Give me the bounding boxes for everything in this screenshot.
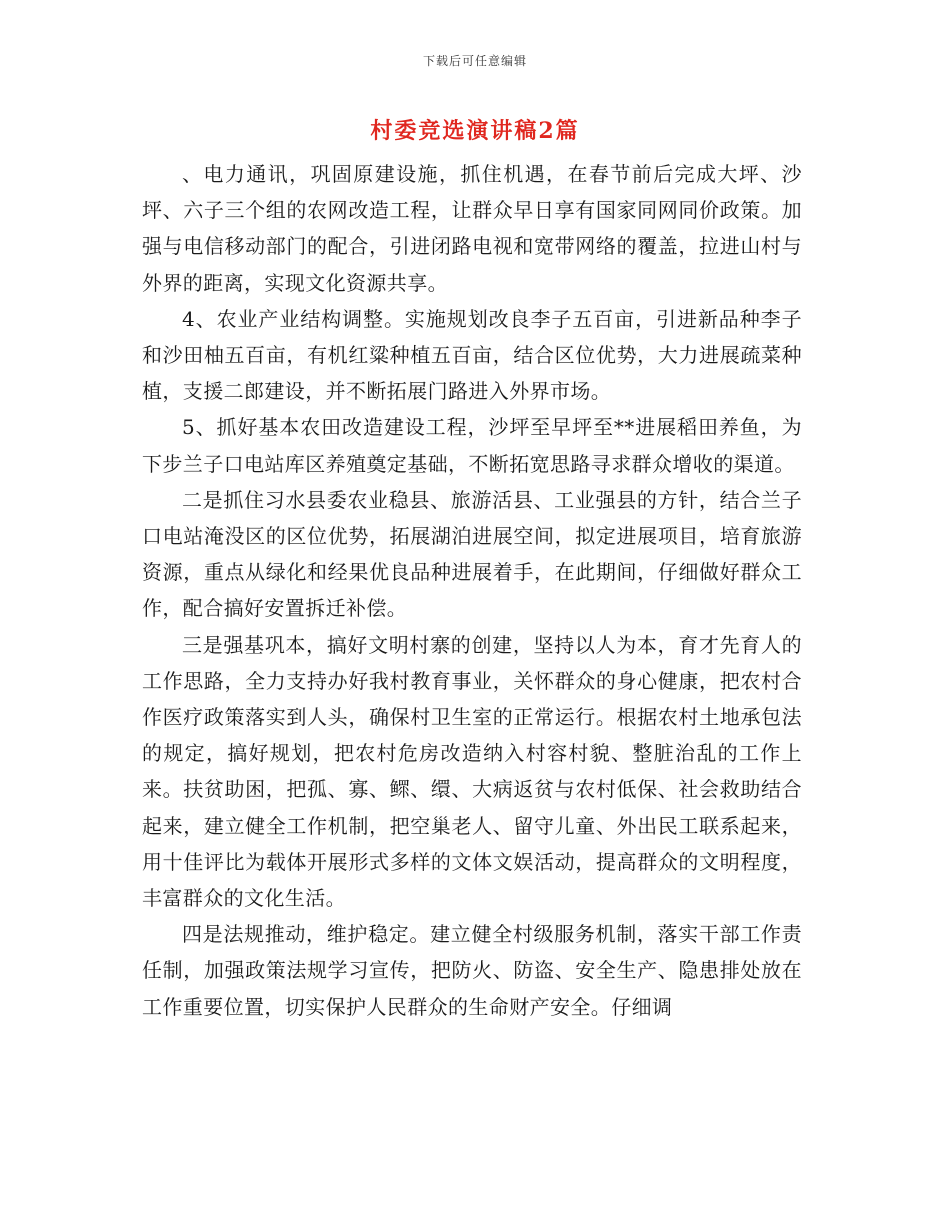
page-header: 下载后可任意编辑 (422, 54, 527, 68)
paragraph: 、电力通讯，巩固原建设施，抓住机遇，在春节前后完成大坪、沙坪、六子三个组的农网改造工程，让群众早日享有国家同网同价政策。加强与电信移动部门的配合，引进闭路电视和宽带网络的覆盖，拉进山村与外界的距离，实现文化资源共享。 (142, 162, 802, 295)
document-title: 村委竞选演讲稿2篇 (370, 118, 580, 144)
paragraph: 5、抓好基本农田改造建设工程，沙坪至早坪至**进展稻田养鱼，为下步兰子口电站库区养殖奠定基础，不断拓宽思路寻求群众增收的渠道。 (142, 415, 802, 476)
paragraph: 三是强基巩本，搞好文明村寨的创建，坚持以人为本，育才先育人的工作思路，全力支持办好我村教育事业，关怀群众的身心健康，把农村合作医疗政策落实到人头，确保村卫生室的正常运行。根据农村土地承包法的规定，搞好规划，把农村危房改造纳入村容村貌、整脏治乱的工作上来。扶贫助困，把孤、寡、鳏、缳、大病返贫与农村低保、社会救助结合起来，建立健全工作机制，把空巢老人、留守儿童、外出民工联系起来，用十佳评比为载体开展形式多样的文体文娱活动，提高群众的文明程度，丰富群众的文化生活。 (142, 632, 802, 911)
paragraph: 4、农业产业结构调整。实施规划改良李子五百亩，引进新品种李子和沙田柚五百亩，有机红粱种植五百亩，结合区位优势，大力进展疏菜种植，支援二郎建设，并不断拓展门路进入外界市场。 (142, 306, 802, 404)
paragraph: 二是抓住习水县委农业稳县、旅游活县、工业强县的方针，结合兰子口电站淹没区的区位优势，拓展湖泊进展空间，拟定进展项目，培育旅游资源，重点从绿化和经果优良品种进展着手，在此期间，仔细做好群众工作，配合搞好安置拆迁补偿。 (142, 487, 802, 621)
document-body (142, 156, 802, 1025)
paragraph: 四是法规推动，维护稳定。建立健全村级服务机制，落实干部工作责任制，加强政策法规学习宣传，把防火、防盗、安全生产、隐患排处放在工作重要位置，切实保护人民群众的生命财产安全。仔细调 (142, 922, 802, 1019)
